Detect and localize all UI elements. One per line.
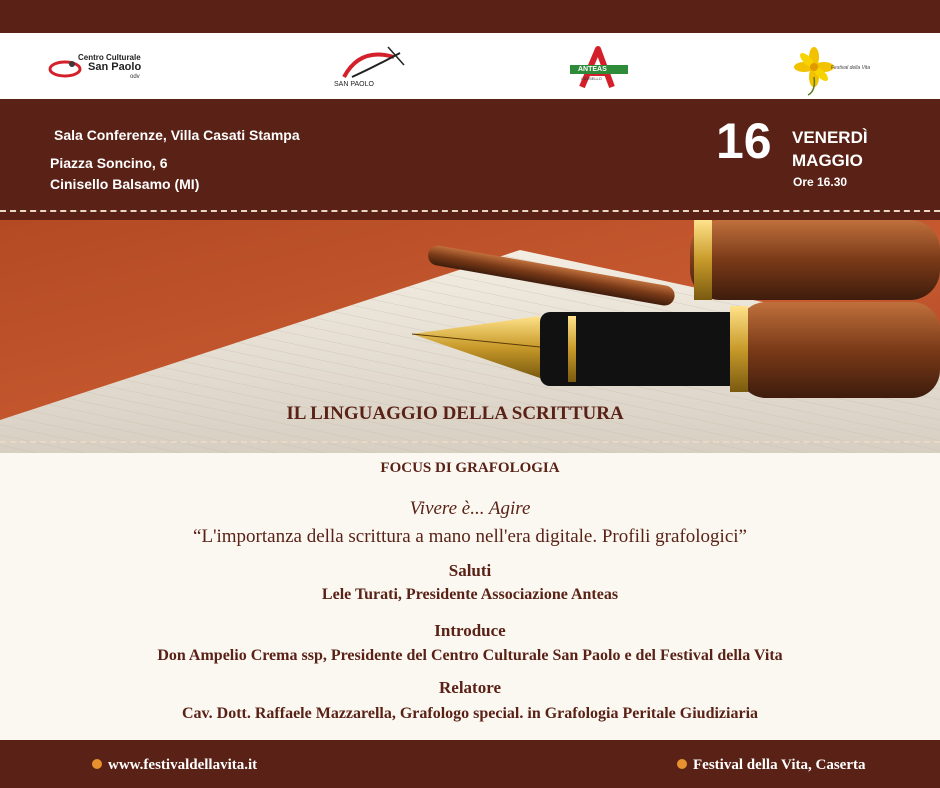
san-paolo-label: SAN PAOLO: [334, 81, 374, 88]
centro-sub: odv: [130, 74, 140, 80]
centro-name-line2: San Paolo: [88, 61, 142, 73]
date-weekday: VENERDÌ: [792, 128, 868, 147]
venue-line-1: Sala Conferenze, Villa Casati Stampa: [54, 127, 300, 143]
stitch-line-bottom: [0, 441, 940, 443]
event-motto: Vivere è... Agire: [409, 498, 531, 519]
facebook-text: Festival della Vita, Caserta: [693, 757, 866, 773]
event-subtitle: “L'importanza della scrittura a mano nell'era digitale. Profili grafologici”: [193, 526, 747, 547]
date-month: MAGGIO: [792, 151, 863, 170]
festival-logo: [794, 33, 874, 99]
date-day-number: 16: [716, 113, 772, 169]
anteas-logo: [568, 33, 630, 99]
centro-name-line1: Centro Culturale: [78, 53, 141, 62]
facebook-icon: [677, 759, 687, 769]
greetings-label: Saluti: [448, 561, 492, 580]
intro-label: Introduce: [434, 621, 506, 640]
festival-label: Festival della Vita: [831, 65, 871, 71]
logo-row: [0, 33, 940, 99]
san-paolo-logo-mark: [330, 33, 410, 99]
facebook-link[interactable]: [677, 757, 865, 774]
anteas-sub: CINISELLO: [581, 76, 602, 81]
speaker-person: Cav. Dott. Raffaele Mazzarella, Grafologo special. in Grafologia Peritale Giudiziaria: [181, 705, 759, 722]
san-paolo-logo: [330, 33, 410, 99]
focus-heading: FOCUS DI GRAFOLOGIA: [380, 460, 560, 476]
intro-person: Don Ampelio Crema ssp, Presidente del Centro Culturale San Paolo e del Festival della Vita: [157, 647, 783, 664]
greetings-person: Lele Turati, Presidente Associazione Anteas: [321, 586, 619, 603]
event-title: [0, 403, 940, 425]
top-band: [0, 0, 940, 33]
website-link[interactable]: [92, 757, 257, 774]
website-text: www.festivaldellavita.it: [108, 757, 258, 773]
event-title-text: IL LINGUAGGIO DELLA SCRITTURA: [286, 403, 624, 424]
date-time: Ore 16.30: [793, 175, 848, 189]
stitch-line-top: [0, 210, 940, 212]
venue-line-3: Cinisello Balsamo (MI): [50, 176, 200, 192]
centro-culturale-logo: [48, 33, 148, 99]
globe-icon: [92, 759, 102, 769]
anteas-label: ANTEAS: [578, 66, 607, 73]
venue-line-2: Piazza Soncino, 6: [50, 155, 168, 171]
speaker-label: Relatore: [439, 678, 501, 697]
